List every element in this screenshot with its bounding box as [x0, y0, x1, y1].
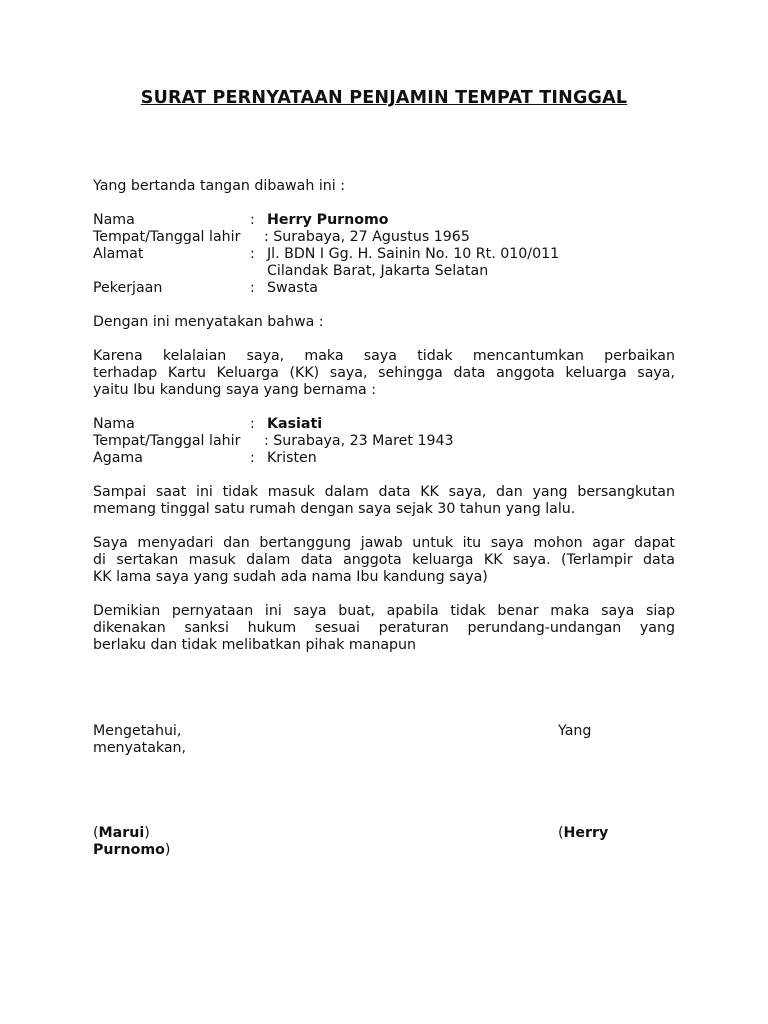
- paren-close: ): [164, 842, 171, 858]
- declarant-name-value: Herry Purnomo: [267, 212, 389, 228]
- paragraph-2-line: memang tinggal satu rumah dengan saya sejak 30 tahun yang lalu.: [93, 501, 576, 517]
- signature-right-label: Yang: [558, 723, 592, 739]
- signature-left-name: [93, 825, 150, 842]
- declarant-address-line2: Cilandak Barat, Jakarta Selatan: [267, 263, 489, 279]
- paragraph-4-line: dikenakan sanksi hukum sesuai peraturan perundang-undangan yang: [93, 620, 675, 636]
- mother-name-colon: :: [250, 416, 255, 432]
- paren-close: ): [144, 825, 150, 841]
- paragraph-2-line: Sampai saat ini tidak masuk dalam data KK saya, dan yang bersangkutan: [93, 484, 675, 500]
- paren-open: (: [558, 825, 564, 841]
- mother-religion-label: Agama: [93, 450, 143, 466]
- paragraph-4-line: berlaku dan tidak melibatkan pihak manapun: [93, 637, 417, 653]
- intro-text: Yang bertanda tangan dibawah ini :: [93, 178, 345, 194]
- paragraph-3-line: KK lama saya yang sudah ada nama Ibu kandung saya): [93, 569, 488, 585]
- mother-birth-label: Tempat/Tanggal lahir: [93, 433, 241, 449]
- signature-left-name-text: Marui: [98, 825, 145, 841]
- declarant-address-label: Alamat: [93, 246, 144, 262]
- paragraph-3: [93, 535, 675, 586]
- mother-religion-value: Kristen: [267, 450, 317, 466]
- declarant-name-label: Nama: [93, 212, 135, 228]
- paragraph-1-line: Karena kelalaian saya, maka saya tidak mencantumkan perbaikan: [93, 348, 675, 364]
- paragraph-1: [93, 348, 675, 399]
- mother-religion-colon: :: [250, 450, 255, 466]
- letter-title: SURAT PERNYATAAN PENJAMIN TEMPAT TINGGAL: [140, 88, 628, 108]
- declarant-address-colon: :: [250, 246, 255, 262]
- paragraph-2: [93, 484, 675, 518]
- declarant-job-colon: :: [250, 280, 255, 296]
- paragraph-1-line: yaitu Ibu kandung saya yang bernama :: [93, 382, 377, 398]
- declarant-name-colon: :: [250, 212, 255, 228]
- paragraph-1-line: terhadap Kartu Keluarga (KK) saya, sehingga data anggota keluarga saya,: [93, 365, 675, 381]
- signature-right-name-cont: [93, 842, 170, 859]
- declarant-job-value: Swasta: [267, 280, 318, 296]
- mother-name-value: Kasiati: [267, 416, 323, 432]
- signature-right-label-cont: menyatakan,: [93, 740, 187, 756]
- paragraph-3-line: di sertakan masuk dalam data anggota keluarga KK saya. (Terlampir data: [93, 552, 675, 568]
- declarant-job-label: Pekerjaan: [93, 280, 163, 296]
- mother-birth-value: : Surabaya, 23 Maret 1943: [264, 433, 454, 449]
- paren-open: (: [93, 825, 99, 841]
- statement-intro: Dengan ini menyatakan bahwa :: [93, 314, 324, 330]
- signature-right-name-text: Herry: [563, 825, 609, 841]
- mother-name-label: Nama: [93, 416, 135, 432]
- declarant-birth-value: : Surabaya, 27 Agustus 1965: [264, 229, 470, 245]
- signature-right-name: [558, 825, 608, 842]
- signature-left-label: Mengetahui,: [93, 723, 182, 739]
- paragraph-3-line: Saya menyadari dan bertanggung jawab untuk itu saya mohon agar dapat: [93, 535, 675, 551]
- declarant-birth-label: Tempat/Tanggal lahir: [93, 229, 241, 245]
- paragraph-4-line: Demikian pernyataan ini saya buat, apabila tidak benar maka saya siap: [93, 603, 675, 619]
- declarant-address-line1: Jl. BDN I Gg. H. Sainin No. 10 Rt. 010/011: [267, 246, 560, 262]
- paragraph-4: [93, 603, 675, 654]
- signature-right-name-text-cont: Purnomo: [93, 842, 165, 858]
